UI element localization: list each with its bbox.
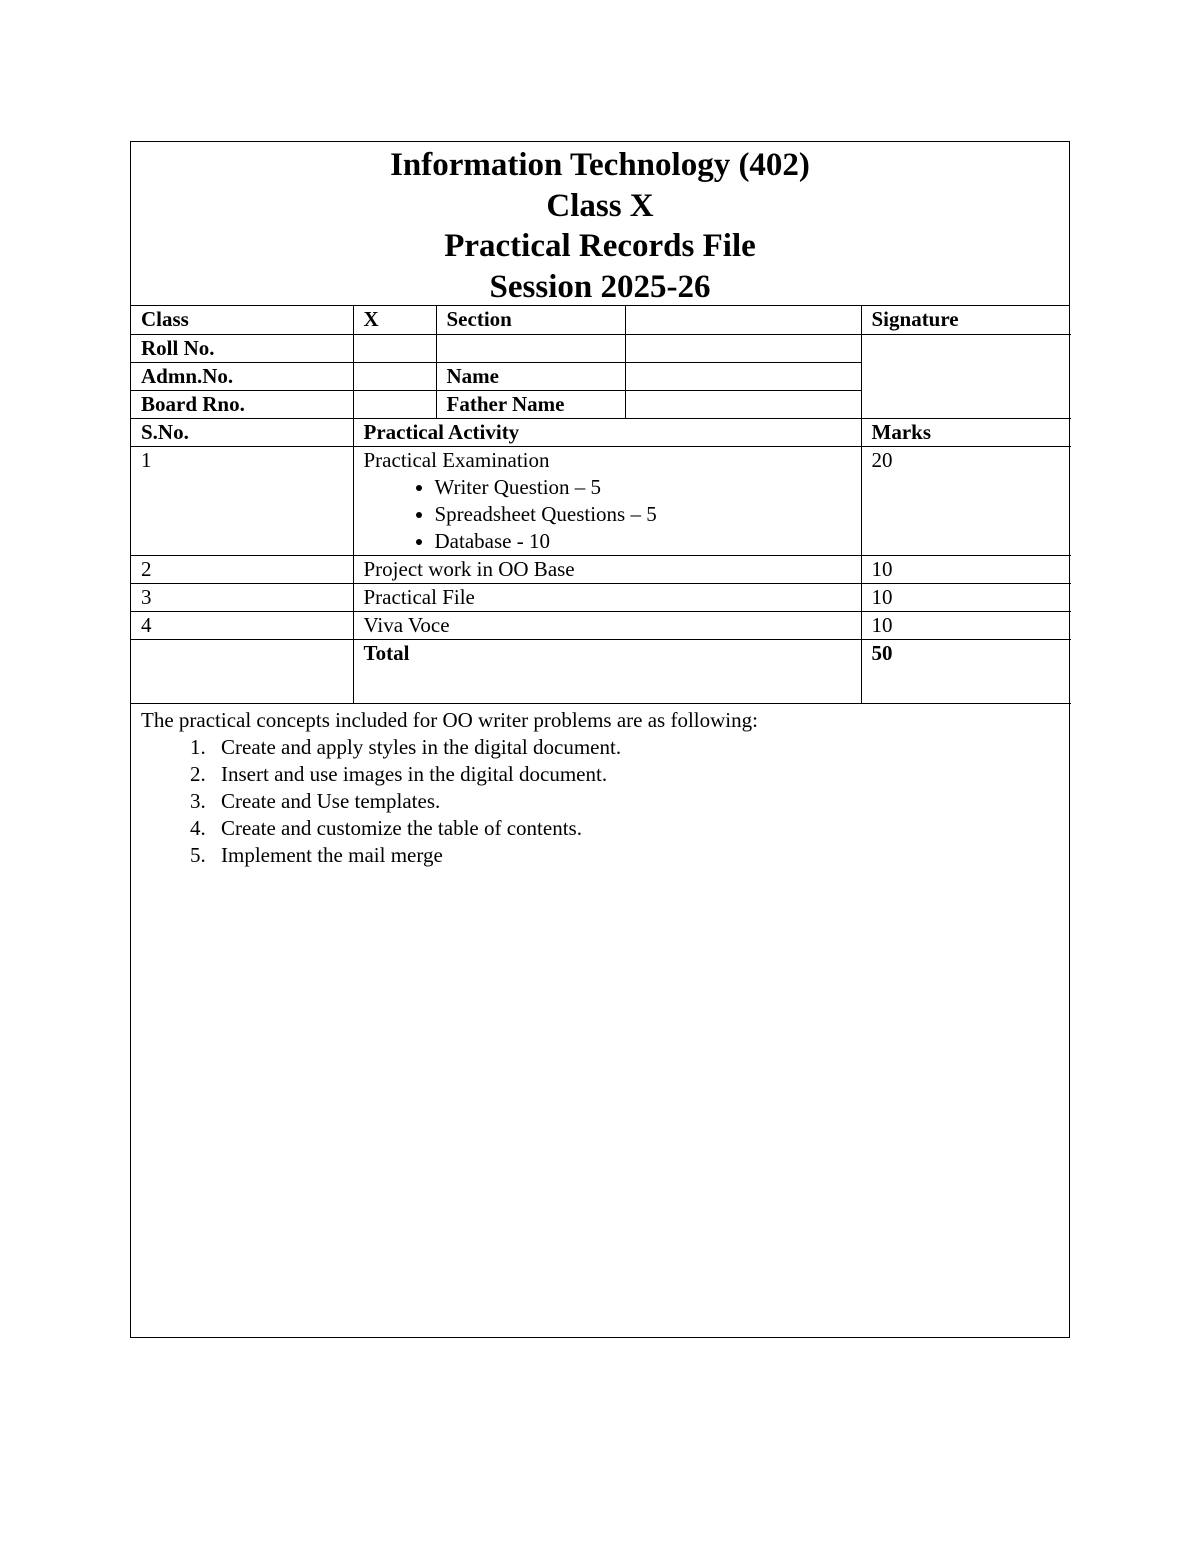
list-item: 4. Create and customize the table of contents.: [211, 815, 1059, 842]
activities-table: [131, 419, 1071, 705]
list-item: 5. Implement the mail merge: [211, 842, 1059, 869]
subject-title: Information Technology (402): [390, 147, 810, 183]
concepts-section: [131, 704, 1069, 872]
list-item: 2. Insert and use images in the digital document.: [211, 761, 1059, 788]
list-item: • Database - 10: [435, 528, 851, 555]
roll-no-label: Roll No.: [131, 334, 353, 362]
sno-cell: 4: [131, 612, 353, 640]
activity-cell: [353, 447, 861, 556]
name-field[interactable]: [625, 362, 861, 390]
marks-cell: 20: [861, 447, 1071, 556]
list-item: • Writer Question – 5: [435, 474, 851, 501]
class-value: X: [353, 306, 436, 334]
class-label: Class: [131, 306, 353, 334]
roll-no-field[interactable]: [353, 334, 436, 362]
board-rno-field[interactable]: [353, 390, 436, 418]
concepts-intro: The practical concepts included for OO writer problems are as following:: [141, 708, 758, 732]
father-name-label: Father Name: [436, 390, 625, 418]
activity-cell: Project work in OO Base: [353, 556, 861, 584]
admn-no-label: Admn.No.: [131, 362, 353, 390]
total-marks: 50: [861, 640, 1071, 704]
exam-breakdown-list: [364, 474, 851, 555]
file-title: Practical Records File: [444, 228, 756, 264]
table-row: [131, 584, 1071, 612]
total-label: Total: [353, 640, 861, 704]
signature-field[interactable]: [861, 334, 1071, 418]
name-label: Name: [436, 362, 625, 390]
session-title: Session 2025-26: [489, 268, 711, 305]
class-title: Class X: [546, 187, 654, 224]
practical-record-sheet: [130, 141, 1070, 1338]
activity-cell: Viva Voce: [353, 612, 861, 640]
activity-cell: Practical File: [353, 584, 861, 612]
empty-cell: [625, 334, 861, 362]
marks-cell: 10: [861, 584, 1071, 612]
total-row: [131, 640, 1071, 704]
table-row: [131, 447, 1071, 556]
list-item: 1. Create and apply styles in the digital document.: [211, 734, 1059, 761]
section-label: Section: [436, 306, 625, 334]
sno-cell: 2: [131, 556, 353, 584]
admn-no-field[interactable]: [353, 362, 436, 390]
board-rno-label: Board Rno.: [131, 390, 353, 418]
father-name-field[interactable]: [625, 390, 861, 418]
sno-cell: 3: [131, 584, 353, 612]
list-item: • Spreadsheet Questions – 5: [435, 501, 851, 528]
table-header-row: [131, 419, 1071, 447]
table-row: [131, 556, 1071, 584]
student-info-table: [131, 306, 1071, 419]
activity-header: Practical Activity: [353, 419, 861, 447]
list-item: 3. Create and Use templates.: [211, 788, 1059, 815]
table-row: [131, 306, 1071, 334]
marks-cell: 10: [861, 612, 1071, 640]
title-block: [131, 142, 1069, 306]
activity-name: Practical Examination: [363, 448, 550, 472]
marks-header: Marks: [861, 419, 1071, 447]
sno-header: S.No.: [131, 419, 353, 447]
sno-cell: 1: [131, 447, 353, 556]
marks-cell: 10: [861, 556, 1071, 584]
table-row: [131, 612, 1071, 640]
table-row: [131, 334, 1071, 362]
signature-label: Signature: [861, 306, 1071, 334]
empty-cell: [131, 640, 353, 704]
section-value-field[interactable]: [625, 306, 861, 334]
empty-cell: [436, 334, 625, 362]
concepts-list: [141, 734, 1059, 869]
